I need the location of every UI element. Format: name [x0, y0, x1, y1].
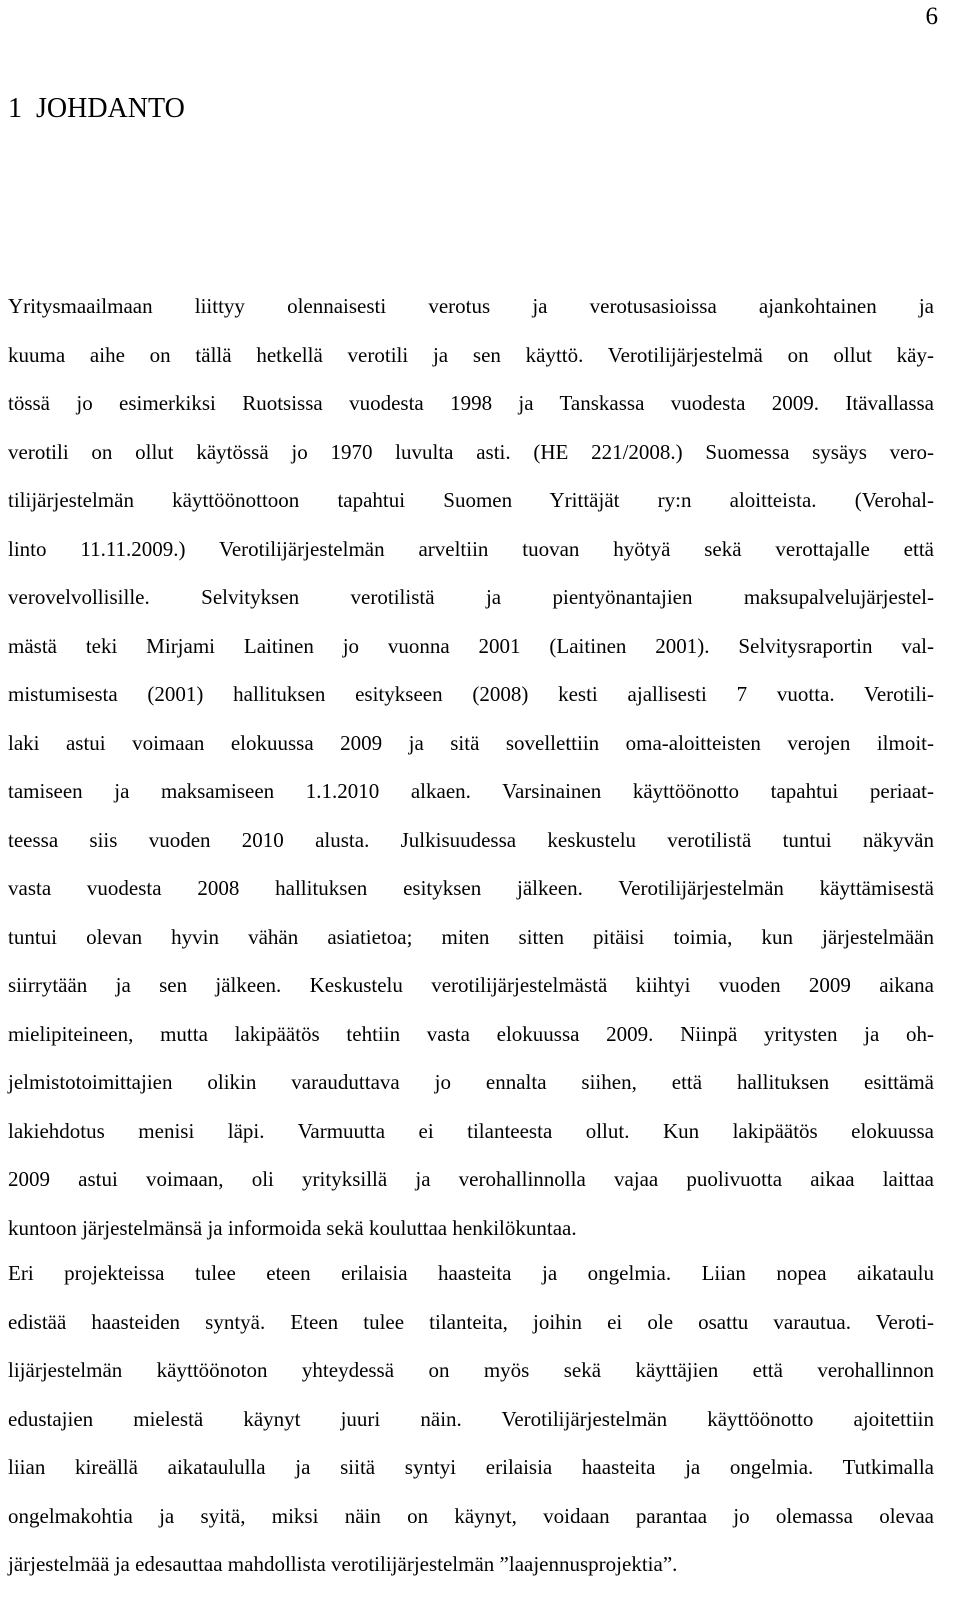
text-line: Yritysmaailmaan liittyy olennaisesti verotus ja verotusasioissa ajankohtainen ja [8, 294, 934, 318]
text-line: tamiseen ja maksamiseen 1.1.2010 alkaen. Varsinainen käyttöönotto tapahtui periaat- [8, 779, 934, 803]
text-line: mielipiteineen, mutta lakipäätös tehtiin vasta elokuussa 2009. Niinpä yritysten ja oh- [8, 1021, 934, 1046]
chapter-title: JOHDANTO [36, 93, 185, 124]
text-line: jelmistotoimittajien olikin varauduttava jo ennalta siihen, että hallituksen esittämä [8, 1070, 934, 1094]
text-line: mistumisesta (2001) hallituksen esitykseen (2008) kesti ajallisesti 7 vuotta. Verotili- [8, 682, 934, 706]
text-line: järjestelmää ja edesauttaa mahdollista verotilijärjestelmän ”laajennusprojektia”. [8, 1552, 678, 1576]
text-line: edustajien mielestä käynyt juuri näin. Verotilijärjestelmän käyttöönotto ajoitettiin [8, 1406, 934, 1431]
text-line: tössä jo esimerkiksi Ruotsissa vuodesta 1998 ja Tanskassa vuodesta 2009. Itävallassa [8, 391, 934, 415]
text-line: tilijärjestelmän käyttöönottoon tapahtui Suomen Yrittäjät ry:n aloitteista. (Verohal- [8, 488, 934, 512]
chapter-number: 1 [8, 93, 22, 124]
chapter-heading [8, 90, 185, 128]
text-line: lijärjestelmän käyttöönoton yhteydessä on myös sekä käyttäjien että verohallinnon [8, 1358, 934, 1382]
text-line: laki astui voimaan elokuussa 2009 ja sitä sovellettiin oma-aloitteisten verojen ilmoit- [8, 730, 934, 755]
text-line: edistää haasteiden syntyä. Eteen tulee tilanteita, joihin ei ole osattu varautua. Veroti- [8, 1309, 934, 1334]
text-line: liian kireällä aikataululla ja siitä syntyi erilaisia haasteita ja ongelmia. Tutkimalla [8, 1455, 934, 1479]
text-line: kuntoon järjestelmänsä ja informoida sekä kouluttaa henkilökuntaa. [8, 1215, 577, 1240]
text-line: siirrytään ja sen jälkeen. Keskustelu verotilijärjestelmästä kiihtyi vuoden 2009 aikana [8, 973, 934, 997]
text-line: kuuma aihe on tällä hetkellä verotili ja sen käyttö. Verotilijärjestelmä on ollut käy- [8, 342, 934, 367]
paragraph-challenges [8, 1249, 934, 1589]
text-line: verovelvollisille. Selvityksen verotilistä ja pientyönantajien maksupalvelujärjestel- [8, 585, 934, 609]
text-line: ongelmakohtia ja syitä, miksi näin on käynyt, voidaan parantaa jo olemassa olevaa [8, 1503, 934, 1528]
text-line: lakiehdotus menisi läpi. Varmuutta ei tilanteesta ollut. Kun lakipäätös elokuussa [8, 1118, 934, 1143]
text-line: mästä teki Mirjami Laitinen jo vuonna 2001 (Laitinen 2001). Selvitysraportin val- [8, 633, 934, 658]
text-line: 2009 astui voimaan, oli yrityksillä ja verohallinnolla vajaa puolivuotta aikaa laittaa [8, 1167, 934, 1191]
text-line: Eri projekteissa tulee eteen erilaisia haasteita ja ongelmia. Liian nopea aikataulu [8, 1261, 934, 1285]
text-line: tuntui olevan hyvin vähän asiatietoa; miten sitten pitäisi toimia, kun järjestelmään [8, 924, 934, 949]
text-line: teessa siis vuoden 2010 alusta. Julkisuudessa keskustelu verotilistä tuntui näkyvän [8, 827, 934, 852]
text-line: vasta vuodesta 2008 hallituksen esityksen jälkeen. Verotilijärjestelmän käyttämisestä [8, 876, 934, 900]
text-line: verotili on ollut käytössä jo 1970 luvulta asti. (HE 221/2008.) Suomessa sysäys vero- [8, 439, 934, 464]
text-line: linto 11.11.2009.) Verotilijärjestelmän arveltiin tuovan hyötyä sekä verottajalle että [8, 536, 934, 561]
paragraph-intro [8, 282, 934, 1252]
page-number: 6 [925, 3, 938, 30]
